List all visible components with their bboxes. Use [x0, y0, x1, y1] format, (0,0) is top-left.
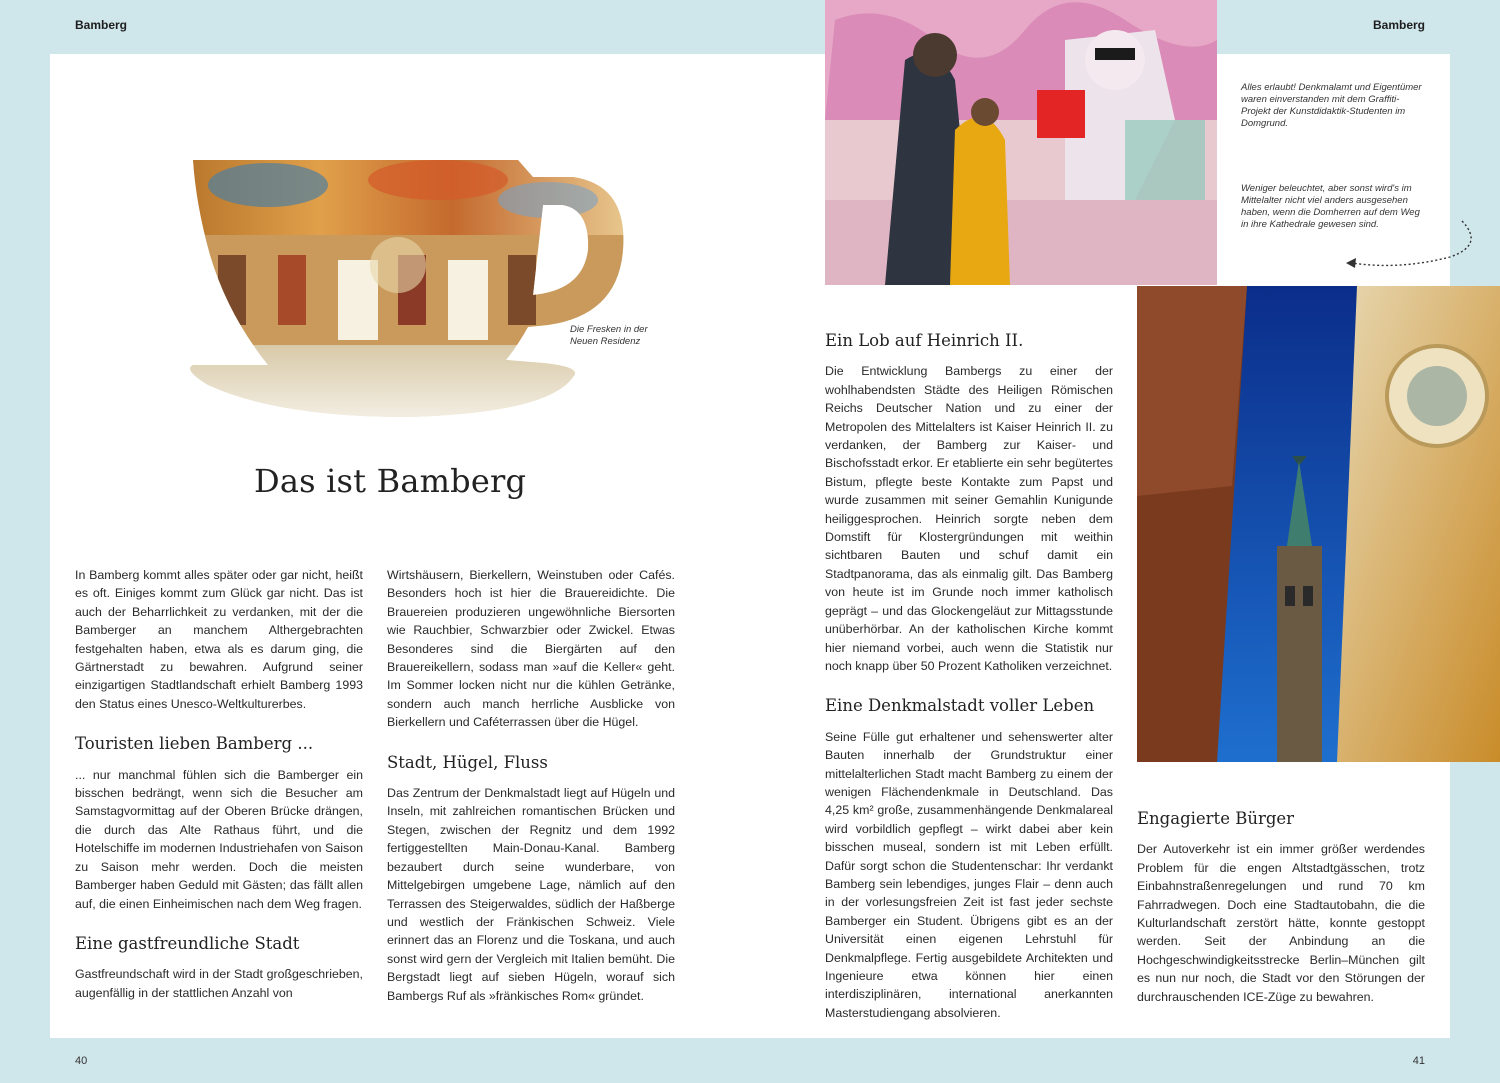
heading-gastfreundlich: Eine gastfreundliche Stadt	[75, 933, 300, 953]
paragraph-heinrich: Die Entwicklung Bambergs zu einer der wohlhabendsten Städte des Heiligen Römischen Reichs Deutscher Nation und zu einer der Metropolen des Mittelalters ist Kaiser Heinrich II. zu verdanken, der Bamberg zur Kaiser- und Bischofsstadt erkor. Er etablierte ein sehr begütertes Bistum, pflegte beste Kontakte zum Papst und wurde zusammen mit seiner Gemahlin Kunigunde heiliggesprochen. Heinrich sorgte neben dem Domstift für Klostergründungen mit weithin sichtbaren Bauten und schuf damit ein Stadtpanorama, das als einmalig gilt. Das Bamberg von heute ist im Grunde noch immer katholisch geprägt – und das Glockengeläut zur Mittagsstunde unüberhörbar. An der katholischen Kirche kommt hier niemand vorbei, auch wenn die Statistik nur noch knapp über 50 Prozent Katholiken verzeichnet.	[825, 364, 1113, 673]
page-title: Das ist Bamberg	[254, 462, 527, 500]
running-head-left: Bamberg	[75, 18, 128, 32]
paragraph-wirtshaeuser: Wirtshäusern, Bierkellern, Weinstuben oder Cafés. Besonders hoch ist hier die Brauereidichte. Die Brauereien produzieren ungewöhnliche Biersorten wie Rauchbier, Schwarzbier oder Zwickel. Etwas Besonderes sind die Biergärten auf den Brauereikellern, sodass man »auf die Keller« geht. Im Sommer locken nicht nur die kühlen Getränke, sondern auch manch herrliche Ausblicke von Bierkellern und Caféterrassen über die Hügel.	[387, 568, 675, 730]
left-column-2	[387, 566, 675, 1011]
graffiti-caption: Alles erlaubt! Denkmalamt und Eigentümer waren einverstanden mit dem Graffiti-Projekt der Kunstdidaktik-Studenten im Domgrund.	[1241, 82, 1422, 129]
heading-touristen: Touristen lieben Bamberg ...	[75, 734, 314, 754]
left-column-1	[75, 566, 363, 1008]
page-number-left: 40	[75, 1055, 88, 1067]
paragraph-stadt-huegel-fluss: Das Zentrum der Denkmalstadt liegt auf Hügeln und Inseln, mit zahlreichen romantischen Brücken und Stegen, zwischen der Regnitz und dem 1992 fertiggestellten Main-Donau-Kanal. Bamberg bezaubert durch seine wunderbare, von Mittelgebirgen umgebene Lage, nämlich auf den Terrassen des Steigerwaldes, südlich der Haßberge und westlich der Fränkischen Schweiz. Viele erinnert das an Florenz und die Toskana, und auch sonst wird gern der Vergleich mit Italien bemüht. Die Bergstadt liegt auf sieben Hügeln, worauf sich Bambergs Ruf als »fränkisches Rom« gründet.	[387, 786, 675, 1003]
dotted-arrow-icon	[1340, 215, 1480, 275]
cup-caption-line-1: Die Fresken in der	[570, 324, 648, 335]
paragraph-denkmalstadt: Seine Fülle gut erhaltener und sehenswerter alter Bauten innerhalb der Grundstruktur einer mittelalterlichen Stadt macht Bamberg zu einem der wenigen Flächendenkmale in Deutschland. Das 4,25 km² große, zusammenhängende Denkmalareal wird vorbildlich gepflegt – wirkt dabei aber kein bisschen museal, sondern ist mit Leben erfüllt. Dafür sorgt schon die Studentenschar: Ihr verdankt Bamberg sein lebendiges, junges Flair – denn auch in der vorlesungsfreien Zeit ist fast jeder sechste Bamberger ein Student. Übrigens gibt es an der Universität einen eigenen Lehrstuhl für Denkmalpflege. Fertig ausgebildete Architekten und Ingenieure etwa können hier einen interdisziplinären, international anerkannten Masterstudiengang absolvieren.	[825, 729, 1113, 1020]
paragraph-engagierte-buerger: Der Autoverkehr ist ein immer größer werdendes Problem für die engen Altstadtgässchen, trotz Einbahnstraßenregelungen und rund 70 km Fahrradwegen. Doch eine Stadtautobahn, die die Kulturlandschaft zerstört hätte, konnte gestoppt werden. Seit der Anbindung an die Hochgeschwindigkeitsstrecke Berlin–München gilt es nun nur noch, die Stadt vor den Störungen der durchrauschenden ICE-Züge zu bewahren.	[1137, 842, 1425, 1004]
cup-caption	[570, 324, 648, 348]
graffiti-photo	[825, 0, 1217, 285]
right-column-2	[1137, 810, 1425, 1012]
heading-heinrich: Ein Lob auf Heinrich II.	[825, 331, 1024, 350]
cup-caption-line-2: Neuen Residenz	[570, 336, 641, 347]
right-column-1	[825, 332, 1113, 1028]
paragraph-gastfreundlich: Gastfreundschaft wird in der Stadt großgeschrieben, augenfällig in der stattlichen Anzahl von	[75, 967, 363, 1000]
heading-engagierte-buerger: Engagierte Bürger	[1137, 809, 1295, 828]
cup-fresco-image	[188, 155, 628, 420]
church-photo	[1137, 286, 1500, 762]
heading-denkmalstadt: Eine Denkmalstadt voller Leben	[825, 696, 1095, 716]
paragraph-touristen: ... nur manchmal fühlen sich die Bamberger ein bisschen bedrängt, wenn sich die Besucher am Samstagvormittag auf der Oberen Brücke drängen, die durch das Alte Rathaus führt, und die Hotelschiffe im modernen Industriehafen von Saison zu Saison mehr werden. Doch die meisten Bamberger haben Geduld mit Gästen; das fällt allen auf, die einen Einheimischen nach dem Weg fragen.	[75, 767, 363, 911]
running-head-right: Bamberg	[1372, 18, 1425, 32]
street-caption: Weniger beleuchtet, aber sonst wird's im Mittelalter nicht viel anders ausgesehen haben, wenn die Domherren auf dem Weg in ihre Kathedrale gewesen sind.	[1241, 183, 1420, 230]
page-number-right: 41	[1412, 1055, 1425, 1067]
intro-paragraph: In Bamberg kommt alles später oder gar nicht, heißt es oft. Einiges kommt zum Glück gar nicht. Das ist auch der Beharrlichkeit zu verdanken, mit der die Bamberger an manchem Althergebrachten festgehalten haben, etwa als es darum ging, die Gärtnerstadt zu bewahren. Aufgrund seiner einzigartigen Stadtlandschaft erhielt Bamberg 1993 den Status eines Unesco-Weltkulturerbes.	[75, 568, 363, 711]
heading-stadt-huegel-fluss: Stadt, Hügel, Fluss	[387, 752, 548, 772]
